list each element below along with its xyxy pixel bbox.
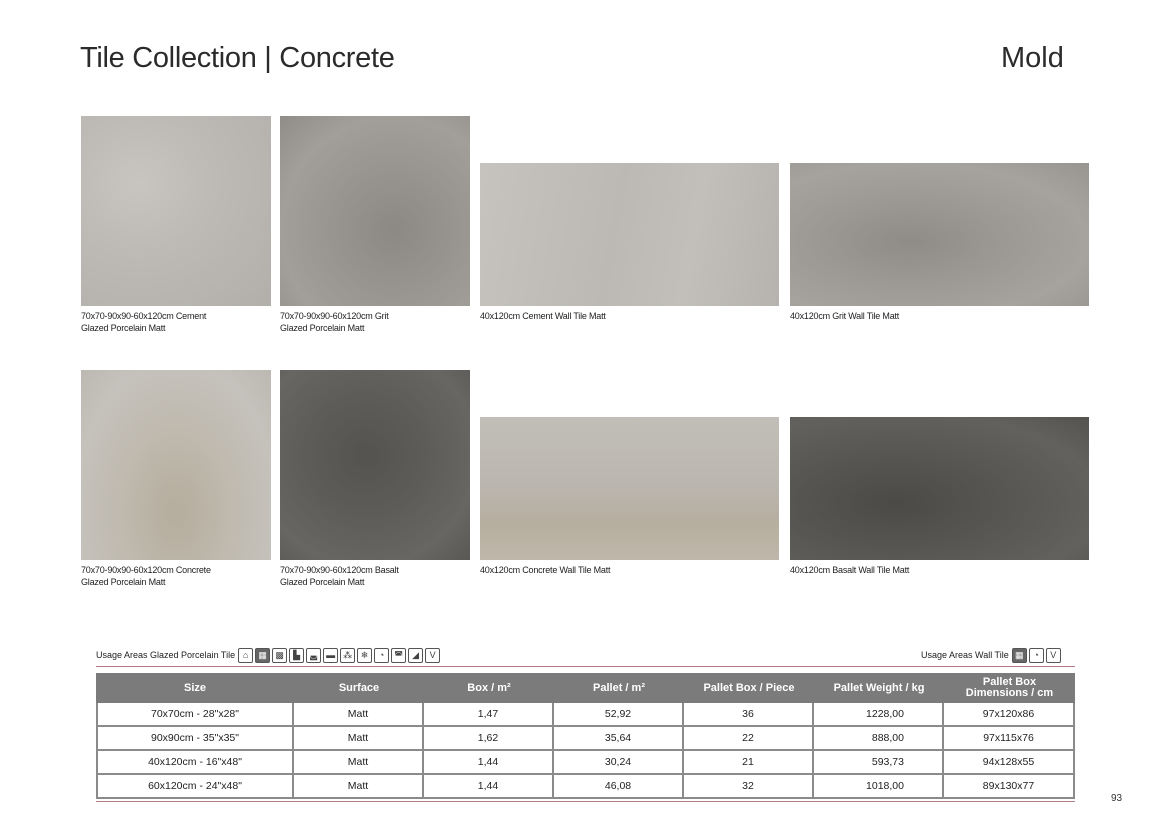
tile-caption: 40x120cm Concrete Wall Tile Matt xyxy=(480,565,611,575)
column-header: Pallet Box / Piece xyxy=(684,673,814,703)
table-cell: 593,73 xyxy=(814,751,944,775)
table-header-row xyxy=(96,673,1075,703)
usage-areas-wall xyxy=(921,646,1063,664)
column-header: Size xyxy=(96,673,294,703)
table-cell: 40x120cm - 16"x48" xyxy=(96,751,294,775)
divider-line xyxy=(96,801,1075,802)
table-cell: 1228,00 xyxy=(814,703,944,727)
usage-label-wall: Usage Areas Wall Tile xyxy=(921,650,1009,660)
house-icon: ⌂ xyxy=(238,648,253,663)
table-cell: Matt xyxy=(294,727,424,751)
page-title: Tile Collection | Concrete xyxy=(80,42,395,74)
tile-caption: 70x70-90x90-60x120cm Cement Glazed Porcelain Matt xyxy=(81,311,207,333)
table-cell: 22 xyxy=(684,727,814,751)
column-header: Box / m² xyxy=(424,673,554,703)
table-cell: 1,62 xyxy=(424,727,554,751)
brand-name: Mold xyxy=(1001,42,1064,74)
rating-v4-icon: V xyxy=(425,648,440,663)
table-cell: 52,92 xyxy=(554,703,684,727)
divider-line xyxy=(96,666,1075,667)
grid-floor-icon: ▦ xyxy=(1012,648,1027,663)
table-cell: 1,44 xyxy=(424,751,554,775)
column-header: Pallet Weight / kg xyxy=(814,673,944,703)
tile-image-concrete-wall xyxy=(480,417,779,560)
tile-image-basalt xyxy=(280,370,470,560)
frost-icon: ❄ xyxy=(357,648,372,663)
shower-icon: ⁂ xyxy=(340,648,355,663)
specification-table xyxy=(96,673,1075,799)
table-cell: 35,64 xyxy=(554,727,684,751)
slope-icon: ◢ xyxy=(408,648,423,663)
table-cell: 1,47 xyxy=(424,703,554,727)
table-cell: 90x90cm - 35"x35" xyxy=(96,727,294,751)
table-row xyxy=(96,703,1075,727)
tile-caption: 70x70-90x90-60x120cm Basalt Glazed Porcelain Matt xyxy=(280,565,399,587)
column-header: Surface xyxy=(294,673,424,703)
usage-areas-porcelain xyxy=(96,646,442,664)
table-cell: 30,24 xyxy=(554,751,684,775)
tile-caption: 40x120cm Basalt Wall Tile Matt xyxy=(790,565,910,575)
tile-image-grit xyxy=(280,116,470,306)
sink-icon: ◚ xyxy=(391,648,406,663)
rating-v4-icon: V xyxy=(1046,648,1061,663)
tile-image-concrete xyxy=(81,370,271,560)
tile-image-cement xyxy=(81,116,271,306)
table-cell: 21 xyxy=(684,751,814,775)
grid-floor-icon: ▩ xyxy=(272,648,287,663)
tile-caption: 40x120cm Cement Wall Tile Matt xyxy=(480,311,606,321)
counter-icon: ▬ xyxy=(323,648,338,663)
wall-panel-icon: ◔ xyxy=(1029,648,1044,663)
tile-caption: 70x70-90x90-60x120cm Grit Glazed Porcelain Matt xyxy=(280,311,389,333)
usage-label-porcelain: Usage Areas Glazed Porcelain Tile xyxy=(96,650,236,660)
bath-icon: ◛ xyxy=(306,648,321,663)
table-cell: 1018,00 xyxy=(814,775,944,799)
table-cell: 94x128x55 xyxy=(944,751,1075,775)
table-cell: 89x130x77 xyxy=(944,775,1075,799)
stairs-icon: ▙ xyxy=(289,648,304,663)
table-cell: 97x120x86 xyxy=(944,703,1075,727)
column-header: Pallet Box Dimensions / cm xyxy=(944,673,1075,703)
table-row xyxy=(96,727,1075,751)
table-cell: 97x115x76 xyxy=(944,727,1075,751)
column-header: Pallet / m² xyxy=(554,673,684,703)
table-cell: 70x70cm - 28"x28" xyxy=(96,703,294,727)
tile-image-cement-wall xyxy=(480,163,779,306)
brick-wall-icon: ▦ xyxy=(255,648,270,663)
table-row xyxy=(96,775,1075,799)
table-cell: 32 xyxy=(684,775,814,799)
wall-panel-icon: ◔ xyxy=(374,648,389,663)
table-cell: 60x120cm - 24"x48" xyxy=(96,775,294,799)
table-cell: 888,00 xyxy=(814,727,944,751)
table-row xyxy=(96,751,1075,775)
tile-caption: 40x120cm Grit Wall Tile Matt xyxy=(790,311,900,321)
table-cell: Matt xyxy=(294,775,424,799)
table-cell: Matt xyxy=(294,703,424,727)
tile-image-grit-wall xyxy=(790,163,1089,306)
tile-image-basalt-wall xyxy=(790,417,1089,560)
tile-caption: 70x70-90x90-60x120cm Concrete Glazed Porcelain Matt xyxy=(81,565,211,587)
table-cell: 1,44 xyxy=(424,775,554,799)
page-number: 93 xyxy=(1111,793,1123,804)
table-cell: 46,08 xyxy=(554,775,684,799)
table-cell: Matt xyxy=(294,751,424,775)
table-cell: 36 xyxy=(684,703,814,727)
